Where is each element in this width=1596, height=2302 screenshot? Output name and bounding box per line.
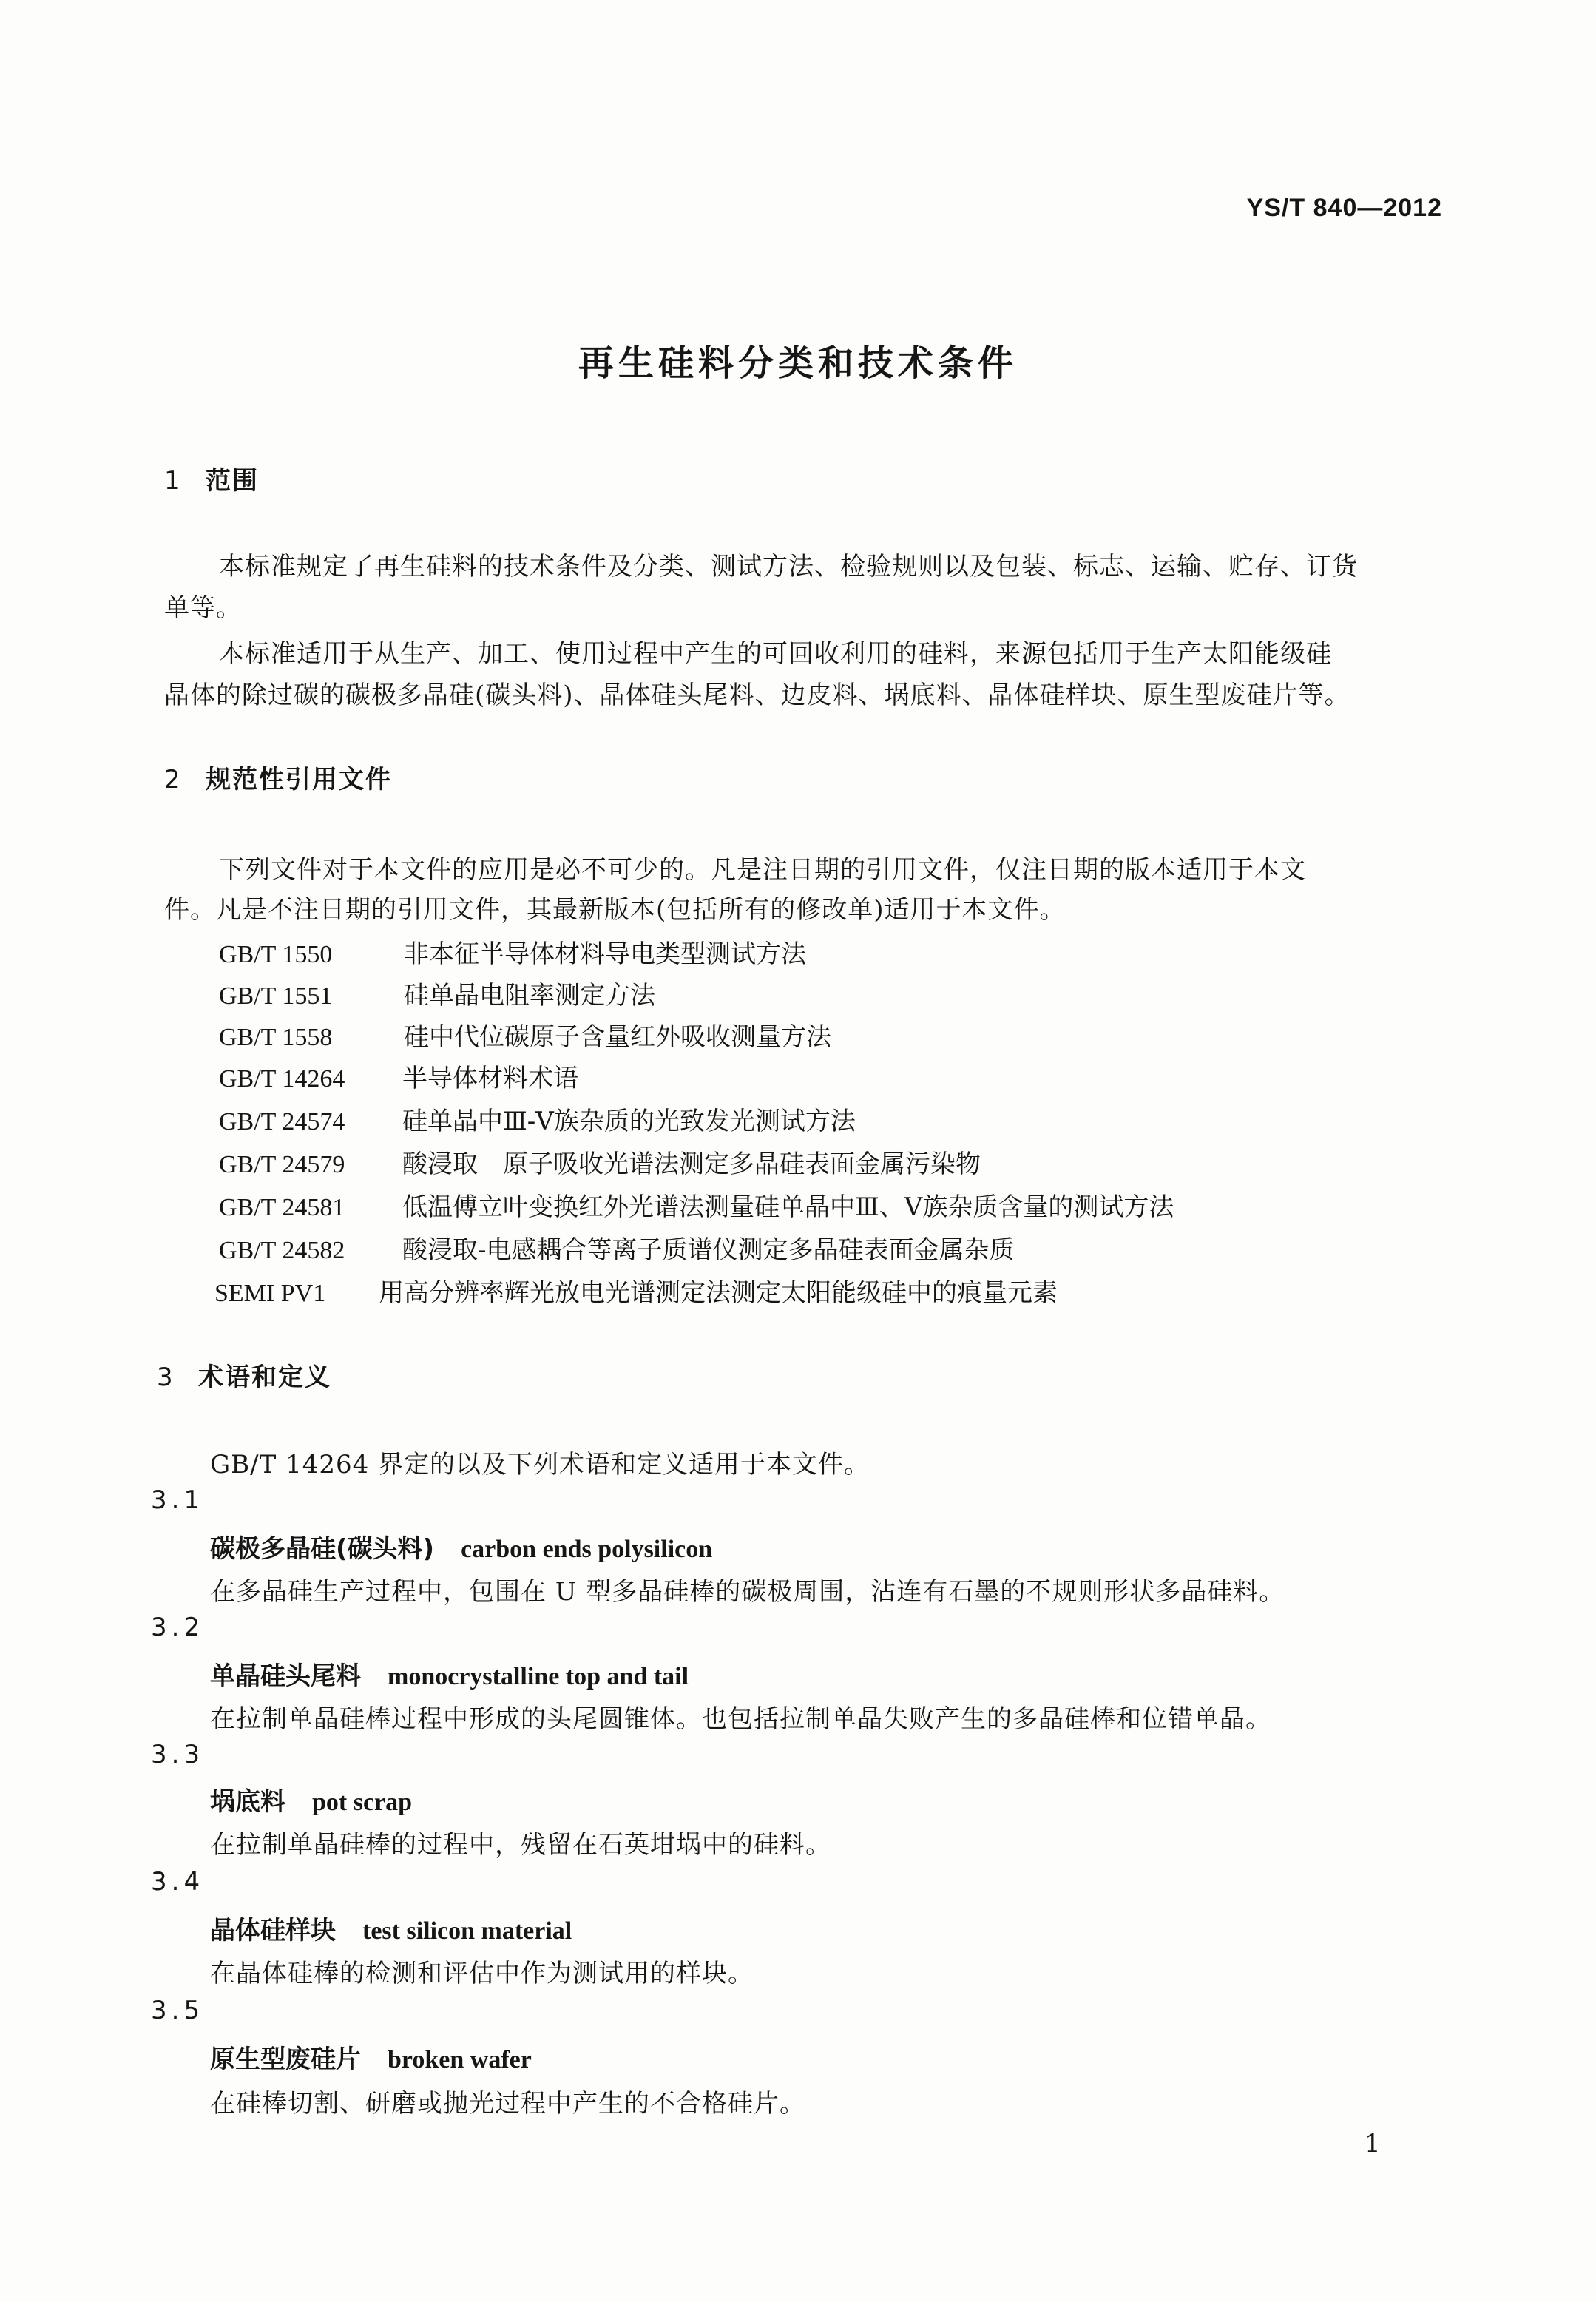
reference-code: GB/T 24581 — [219, 1194, 345, 1221]
reference-item — [219, 1058, 578, 1094]
term-heading — [210, 1528, 712, 1565]
term-heading — [210, 2039, 532, 2075]
reference-code: GB/T 1558 — [219, 1024, 333, 1051]
reference-item — [219, 975, 655, 1011]
reference-title: 酸浸取-电感耦合等离子质谱仪测定多晶硅表面金属杂质 — [402, 1235, 1015, 1265]
term-chinese: 埚底料 — [210, 1787, 285, 1817]
section-1-heading — [164, 460, 259, 496]
reference-title: 酸浸取 原子吸收光谱法测定多晶硅表面金属污染物 — [402, 1150, 981, 1179]
reference-item — [214, 1272, 1058, 1309]
standard-code: YS/T 840—2012 — [1246, 194, 1442, 222]
document-title: 再生硅料分类和技术条件 — [578, 342, 1018, 384]
term-definition: 在硅棒切割、研磨或抛光过程中产生的不合格硅片。 — [210, 2089, 805, 2119]
paragraph-line: 晶体的除过碳的碳极多晶硅(碳头料)、晶体硅头尾料、边皮料、埚底料、晶体硅样块、原生型废硅片等。 — [164, 681, 1350, 710]
reference-code: GB/T 24582 — [219, 1237, 345, 1264]
reference-title: 低温傅立叶变换红外光谱法测量硅单晶中Ⅲ、Ⅴ族杂质含量的测试方法 — [402, 1192, 1174, 1222]
term-chinese: 单晶硅头尾料 — [210, 1661, 361, 1691]
reference-title: 硅单晶中Ⅲ-Ⅴ族杂质的光致发光测试方法 — [402, 1107, 856, 1136]
section-number: 2 — [164, 765, 182, 794]
term-english: monocrystalline top and tail — [388, 1663, 689, 1690]
reference-item — [219, 1187, 1174, 1223]
term-definition: 在拉制单晶硅棒过程中形成的头尾圆锥体。也包括拉制单晶失败产生的多晶硅棒和位错单晶。 — [210, 1704, 1271, 1734]
reference-item — [219, 1016, 831, 1053]
term-definition: 在拉制单晶硅棒的过程中，残留在石英坩埚中的硅料。 — [210, 1830, 831, 1860]
term-english: pot scrap — [312, 1789, 413, 1816]
paragraph-line: 单等。 — [164, 593, 242, 623]
paragraph-line: 件。凡是不注日期的引用文件，其最新版本(包括所有的修改单)适用于本文件。 — [164, 895, 1066, 925]
paragraph-line: 本标准规定了再生硅料的技术条件及分类、测试方法、检验规则以及包装、标志、运输、贮存、订货 — [219, 552, 1358, 581]
reference-title: 硅单晶电阻率测定方法 — [404, 981, 655, 1010]
term-english: carbon ends polysilicon — [461, 1536, 713, 1563]
term-number: 3.2 — [151, 1613, 205, 1642]
term-chinese: 碳极多晶硅(碳头料) — [210, 1534, 435, 1564]
term-heading — [210, 1781, 412, 1817]
section-number: 3 — [157, 1363, 175, 1392]
term-english: test silicon material — [362, 1917, 572, 1945]
term-definition: 在多晶硅生产过程中，包围在 U 型多晶硅棒的碳极周围，沾连有石墨的不规则形状多晶硅料。 — [210, 1577, 1285, 1607]
term-number: 3.5 — [151, 1996, 205, 2025]
section-3-heading — [157, 1357, 331, 1393]
reference-title: 用高分辨率辉光放电光谱测定法测定太阳能级硅中的痕量元素 — [379, 1278, 1058, 1308]
term-number: 3.4 — [151, 1867, 205, 1897]
term-number: 3.3 — [151, 1740, 205, 1769]
paragraph-line: 下列文件对于本文件的应用是必不可少的。凡是注日期的引用文件，仅注日期的版本适用于本文 — [219, 855, 1306, 885]
reference-item — [219, 1101, 856, 1137]
paragraph-line: GB/T 14264 界定的以及下列术语和定义适用于本文件。 — [210, 1450, 870, 1479]
reference-code: GB/T 24574 — [219, 1108, 345, 1135]
reference-code: GB/T 14264 — [219, 1065, 345, 1093]
term-english: broken wafer — [388, 2046, 532, 2073]
reference-title: 硅中代位碳原子含量红外吸收测量方法 — [404, 1022, 831, 1052]
section-number: 1 — [164, 466, 182, 496]
reference-item — [219, 934, 806, 970]
page-number: 1 — [1365, 2129, 1381, 2158]
section-title: 规范性引用文件 — [206, 765, 392, 794]
paragraph-line: 本标准适用于从生产、加工、使用过程中产生的可回收利用的硅料，来源包括用于生产太阳能级硅 — [219, 639, 1332, 669]
reference-item — [219, 1229, 1015, 1266]
term-chinese: 晶体硅样块 — [210, 1916, 336, 1945]
reference-code: GB/T 1551 — [219, 982, 333, 1010]
section-title: 术语和定义 — [198, 1363, 331, 1392]
section-2-heading — [164, 759, 392, 795]
term-heading — [210, 1655, 689, 1692]
reference-code: GB/T 1550 — [219, 941, 333, 968]
term-heading — [210, 1910, 572, 1946]
term-number: 3.1 — [151, 1485, 205, 1515]
reference-code: GB/T 24579 — [219, 1151, 345, 1178]
section-title: 范围 — [206, 466, 259, 496]
reference-item — [219, 1144, 981, 1180]
reference-title: 非本征半导体材料导电类型测试方法 — [404, 939, 806, 969]
reference-code: SEMI PV1 — [214, 1280, 326, 1307]
term-definition: 在晶体硅棒的检测和评估中作为测试用的样块。 — [210, 1959, 754, 1988]
reference-title: 半导体材料术语 — [402, 1064, 578, 1093]
term-chinese: 原生型废硅片 — [210, 2045, 361, 2074]
